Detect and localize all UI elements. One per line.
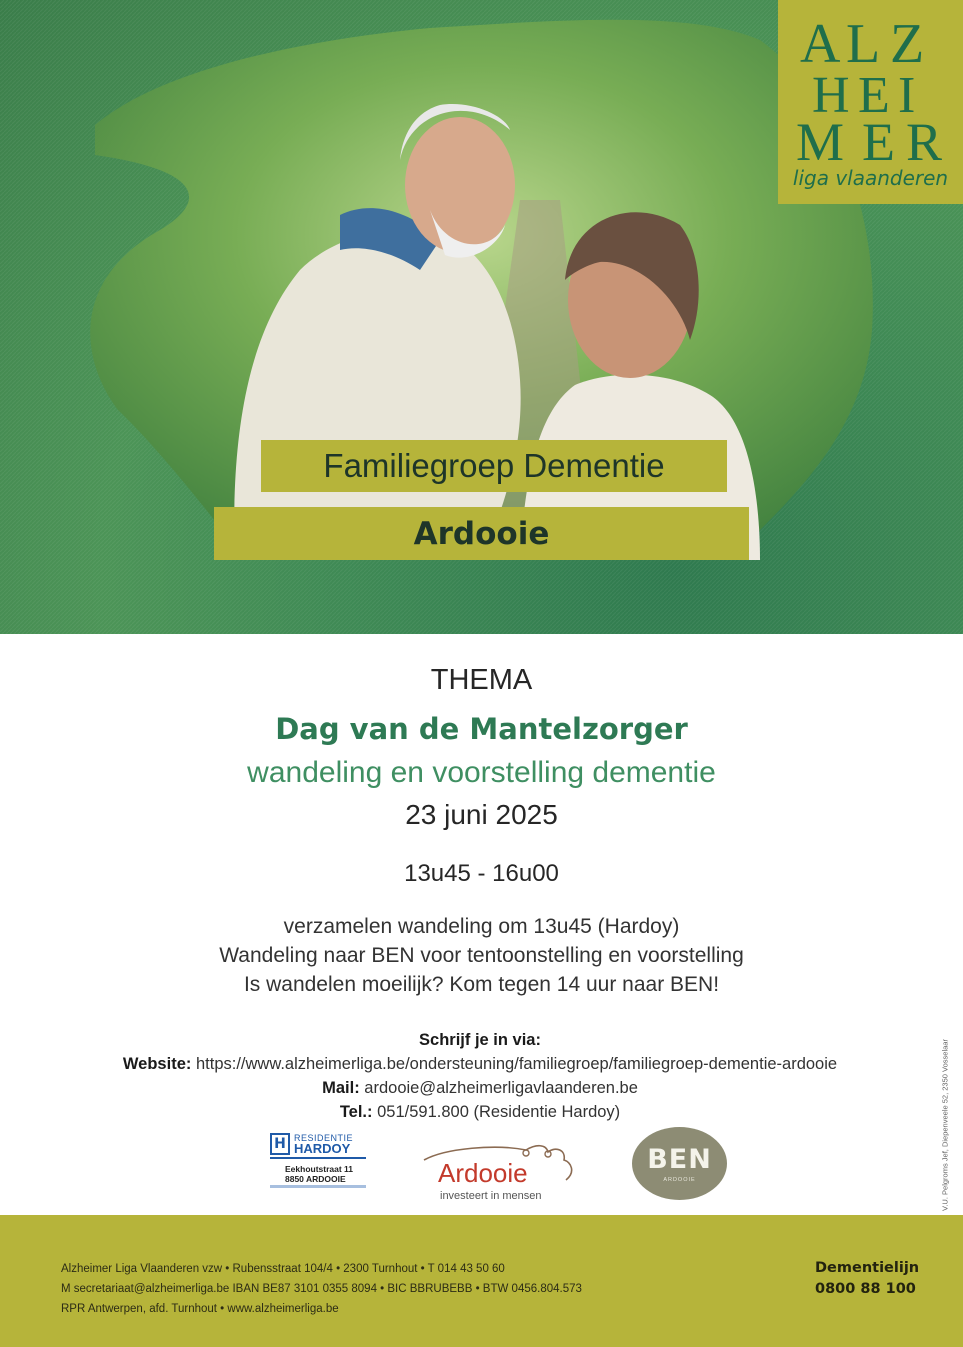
event-time: 13u45 - 16u00 bbox=[404, 860, 559, 887]
mail-label: Mail: bbox=[322, 1079, 360, 1097]
event-description bbox=[0, 912, 963, 999]
description-line: Is wandelen moeilijk? Kom tegen 14 uur naar BEN! bbox=[243, 973, 720, 996]
svg-text:H: H bbox=[812, 67, 850, 124]
hotline-number[interactable]: 0800 88 100 bbox=[815, 1281, 916, 1297]
registration-block bbox=[120, 1028, 840, 1124]
svg-text:M: M bbox=[796, 112, 845, 170]
svg-text:E: E bbox=[858, 67, 890, 124]
thema-label: THEMA bbox=[430, 664, 533, 696]
website-link[interactable]: https://www.alzheimerliga.be/ondersteuning/familiegroep/familiegroep-dementie-ardooie bbox=[195, 1055, 838, 1073]
publisher-note: V.U. Pelgroms Jef, Diepenveele 52, 2350 Vosselaar bbox=[940, 1039, 950, 1211]
event-name: Dag van de Mantelzorger bbox=[275, 712, 688, 746]
ben-logo: BEN ARDOOIE bbox=[632, 1127, 727, 1200]
footer bbox=[0, 1215, 963, 1347]
residentie-hardoy-logo: H RESIDENTIE HARDOY Eekhoutstraat 11 8850 ARDOOIE bbox=[270, 1133, 366, 1193]
website-label: Website: bbox=[122, 1055, 192, 1073]
description-line: Wandeling naar BEN voor tentoonstelling en voorstelling bbox=[219, 944, 744, 967]
hotline-label: Dementielijn bbox=[815, 1260, 920, 1276]
event-date: 23 juni 2025 bbox=[405, 799, 558, 830]
ardooie-logo: Ardooie investeert in mensen bbox=[406, 1140, 596, 1204]
alzheimer-liga-logo bbox=[778, 0, 963, 204]
hero-title: Familiegroep Dementie bbox=[261, 440, 727, 492]
svg-text:R: R bbox=[906, 112, 943, 170]
logo-subtitle: liga vlaanderen bbox=[792, 166, 949, 190]
svg-text:L: L bbox=[846, 13, 881, 75]
hero-banner bbox=[0, 0, 963, 634]
svg-text:E: E bbox=[862, 112, 895, 170]
event-subtitle: wandeling en voorstelling dementie bbox=[247, 756, 716, 789]
hardoy-h-icon: H bbox=[270, 1133, 290, 1155]
svg-text:A: A bbox=[800, 13, 841, 75]
hero-location: Ardooie bbox=[214, 507, 749, 560]
svg-text:I: I bbox=[898, 67, 916, 124]
footer-address: Alzheimer Liga Vlaanderen vzw • Rubensstraat 104/4 • 2300 Turnhout • T 014 43 50 60 M secretariaat@alzheimerliga.be IBAN BE87 3101 0355 8094 • BIC BBRUBEBB • BTW 0456.804.573 RPR Antwerpen, afd. Turnhout • www.alzheimerliga.be bbox=[61, 1263, 582, 1315]
description-line: verzamelen wandeling om 13u45 (Hardoy) bbox=[283, 915, 680, 938]
mail-link[interactable]: ardooie@alzheimerligavlaanderen.be bbox=[364, 1079, 638, 1097]
registration-heading: Schrijf je in via: bbox=[419, 1031, 541, 1049]
svg-text:Z: Z bbox=[890, 13, 925, 75]
dementielijn bbox=[815, 1258, 919, 1300]
tel-number[interactable]: 051/591.800 (Residentie Hardoy) bbox=[377, 1103, 621, 1121]
logo-lettermark bbox=[778, 0, 963, 170]
tel-label: Tel.: bbox=[339, 1103, 373, 1121]
